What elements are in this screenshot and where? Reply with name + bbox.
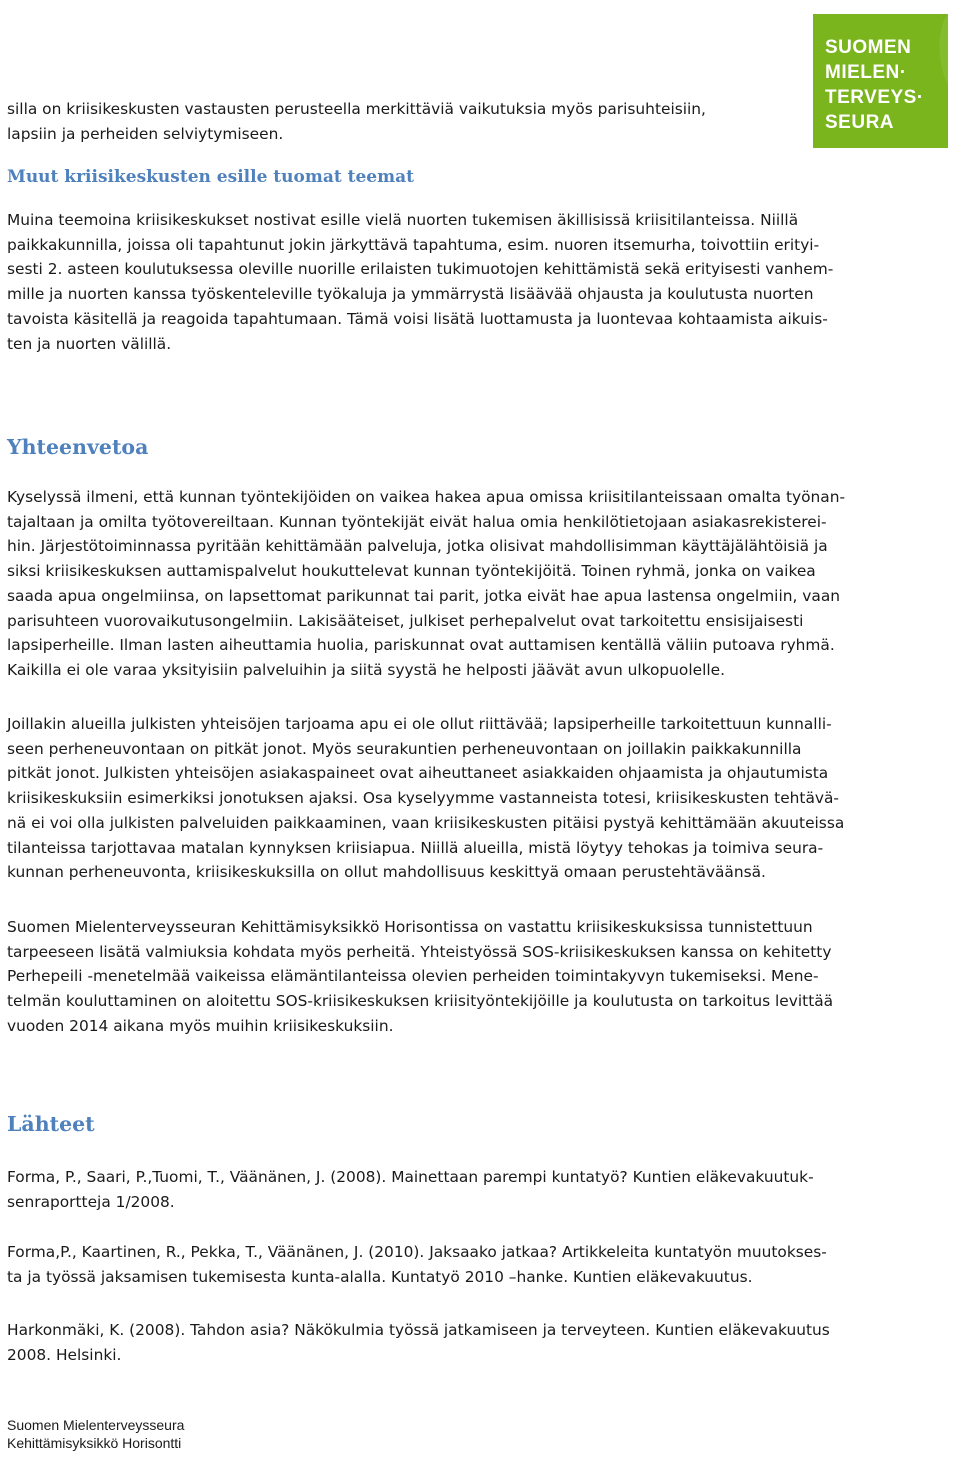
logo-line-1: SUOMEN — [825, 37, 912, 58]
reference-item: Harkonmäki, K. (2008). Tahdon asia? Näkökulmia työssä jatkamiseen ja terveyteen. Kuntien eläkevakuutus 2008. Helsinki. — [7, 1321, 830, 1364]
summary-paragraph-3: Suomen Mielenterveysseuran Kehittämisyksikkö Horisontissa on vastattu kriisikeskuksissa tunnistettuun tarpeeseen lisätä valmiuksia kohdata myös perheitä. Yhteistyössä SOS-kriisikeskuksen kanssa on kehitetty Perhepeili -menetelmää vaikeissa elämäntilanteissa olevien perheiden toimintakyvyn tukemiseksi. Mene- telmän kouluttaminen on aloitettu SOS-kriisikeskuksen kriisityöntekijöille ja koulutusta on tarkoitus levittää vuoden 2014 aikana myös muihin kriisikeskuksiin. — [7, 918, 834, 1035]
logo-line-4: SEURA — [825, 112, 895, 133]
summary-paragraph-1: Kyselyssä ilmeni, että kunnan työntekijöiden on vaikea hakea apua omissa kriisitilanteissaan omalta työnan- tajaltaan ja omilta työtovereiltaan. Kunnan työntekijät eivät halua omia henkilötietojaan asiakasrekisterei- hin. Järjestötoiminnassa pyritään kehittämään palveluja, jotka olisivat mahdollisimman käyttäjälähtöisiä ja siksi kriisikeskuksen auttamispalvelut houkuttelevat kunnan työntekijöitä. Toinen ryhmä, jonka on vaikea saada apua ongelmiinsa, on lapsettomat parikunnat tai parit, jotka eivät hae apua lastensa ongelmiin, vaan parisuhteen vuorovaikutusongelmiin. Lakisääteiset, julkiset perhepalvelut ovat tarkoitettu ensisijaisesti lapsiperheille. Ilman lasten aiheuttamia huolia, pariskunnat ovat auttamisen kentällä väliin putoava ryhmä. Kaikilla ei ole varaa yksityisiin palveluihin ja siitä syystä he helposti jäävät avun ulkopuolelle. — [7, 488, 846, 679]
footer-unit: Kehittämisyksikkö Horisontti — [7, 1435, 182, 1451]
other-themes-paragraph: Muina teemoina kriisikeskukset nostivat esille vielä nuorten tukemisen äkillisissä kriisitilanteissa. Niillä paikkakunnilla, joissa oli tapahtunut jokin järkyttävä tapahtuma, esim. nuoren itsemurha, toivottiin erityi- sesti 2. asteen koulutuksessa oleville nuorille erilaisten tukimuotojen kehittämistä sekä erityisesti vanhem- mille ja nuorten kanssa työskenteleville työkaluja ja ymmärrystä lisäävää ohjausta ja koulutusta nuorten tavoista käsitellä ja reagoida tapahtumaan. Tämä voisi lisätä luottamusta ja luontevaa kohtaamista aikuis- ten ja nuorten välillä. — [7, 211, 834, 353]
logo-line-2: MIELEN· — [825, 62, 907, 83]
section-heading-summary: Yhteenvetoa — [7, 435, 149, 459]
section-heading-references: Lähteet — [7, 1112, 95, 1136]
footer-organization: Suomen Mielenterveysseura — [7, 1417, 185, 1433]
intro-paragraph: silla on kriisikeskusten vastausten perusteella merkittäviä vaikutuksia myös parisuhteisiin, lapsiin ja perheiden selviytymiseen. — [7, 100, 706, 143]
page-footer — [7, 1416, 184, 1452]
summary-paragraph-2: Joillakin alueilla julkisten yhteisöjen tarjoama apu ei ole ollut riittävää; lapsiperheille tarkoitettuun kunnalli- seen perheneuvontaan on pitkät jonot. Myös seurakuntien perheneuvontaan on joillakin paikkakunnilla pitkät jonot. Julkisten yhteisöjen asiakaspaineet ovat aiheuttaneet asiakkaiden ohjaamista ja ohjautumista kriisikeskuksiin esimerkiksi jonotuksen ajaksi. Osa kyselyymme vastanneista totesi, kriisikeskusten tehtävä- nä ei voi olla julkisten palveluiden paikkaaminen, vaan kriisikeskusten pitäisi pystyä kehittämään akuuteissa tilanteissa tarjottavaa matalan kynnyksen kriisiapua. Niillä alueilla, mistä löytyy tehokas ja toimiva seura- kunnan perheneuvonta, kriisikeskuksilla on ollut mahdollisuus keskittyä omaan perustehtäväänsä. — [7, 715, 845, 882]
section-heading-other-themes: Muut kriisikeskusten esille tuomat teemat — [7, 167, 414, 187]
logo-line-3: TERVEYS· — [825, 87, 924, 108]
reference-item: Forma,P., Kaartinen, R., Pekka, T., Väänänen, J. (2010). Jaksaako jatkaa? Artikkeleita kuntatyön muutokses- ta ja työssä jaksamisen tukemisesta kunta-alalla. Kuntatyö 2010 –hanke. Kuntien eläkevakuutus. — [7, 1243, 827, 1286]
reference-item: Forma, P., Saari, P.,Tuomi, T., Väänänen, J. (2008). Mainettaan parempi kuntatyö? Kuntien eläkevakuutuk- senraportteja 1/2008. — [7, 1168, 814, 1211]
